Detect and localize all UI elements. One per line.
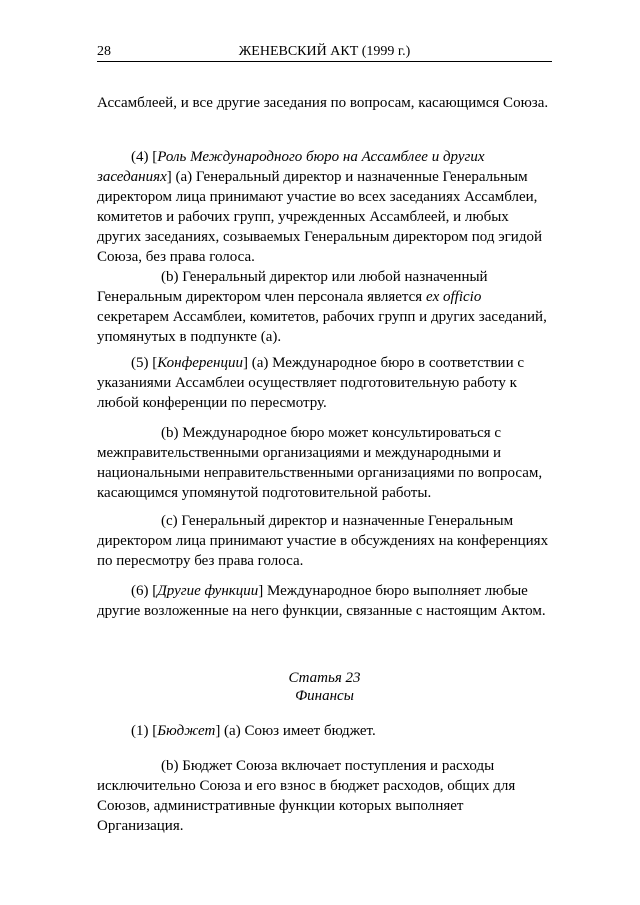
paragraph-5c: (c) Генеральный директор и назначенные Генеральным директором лица принимают участие в обсуждениях на конференциях по пересмотру без права голоса.: [97, 513, 549, 569]
para-body: ] (a) Международное бюро в соответствии с указаниями Ассамблеи осуществляет подготовительную работу к любой конференции по пересмотру.: [97, 355, 525, 411]
page-header: [97, 43, 552, 62]
paragraph-5a: [97, 353, 552, 413]
para-number: (1) [: [131, 723, 158, 739]
running-title: ЖЕНЕВСКИЙ АКТ (1999 г.): [238, 44, 411, 59]
para-heading: Роль Международного бюро на Ассамблее и других заседаниях: [97, 149, 485, 185]
para-number: (5) [: [131, 355, 158, 371]
paragraph-continuation: Ассамблеей, и все другие заседания по вопросам, касающимся Союза.: [97, 95, 549, 111]
para-body: секретарем Ассамблеи, комитетов, рабочих групп и других заседаний, упомянутых в подпункте (a).: [97, 309, 547, 345]
para-body: (b) Генеральный директор или любой назначенный Генеральным директором член персонала является: [97, 269, 488, 305]
paragraph-4a: [97, 147, 552, 267]
page-number: 28: [97, 44, 111, 59]
paragraph-5b: (b) Международное бюро может консультироваться с межправительственными организациями и международными и национальными неправительственными организациями по вопросам, касающимся упомянутой подготовительной работы.: [97, 425, 543, 501]
paragraph-1b: (b) Бюджет Союза включает поступления и расходы исключительно Союза и его взнос в бюджет расходов, общих для Союзов, административные функции которых выполняет Организация.: [97, 758, 516, 834]
paragraph-1a: [97, 721, 552, 741]
para-heading: Другие функции: [157, 583, 259, 599]
para-number: (4) [: [131, 149, 158, 165]
article-title: Финансы: [295, 688, 354, 704]
para-number: (6) [: [131, 583, 158, 599]
para-heading: Бюджет: [157, 723, 216, 739]
para-body: ] Международное бюро выполняет любые другие возложенные на него функции, связанные с настоящим Актом.: [97, 583, 546, 619]
para-heading: Конференции: [157, 355, 243, 371]
paragraph-4b: [97, 267, 552, 347]
latin-term: ex officio: [425, 289, 482, 305]
para-body: ] (a) Союз имеет бюджет.: [215, 723, 376, 739]
article-number: Статья 23: [288, 670, 361, 686]
para-body: ] (a) Генеральный директор и назначенные Генеральным директором лица принимают участие во всех заседаниях Ассамблеи, комитетов и рабочих групп, учрежденных Ассамблеей, и любых других заседаниях, созываемых Генеральным директором под эгидой Союза, без права голоса.: [97, 169, 542, 265]
paragraph-6: [97, 581, 552, 621]
